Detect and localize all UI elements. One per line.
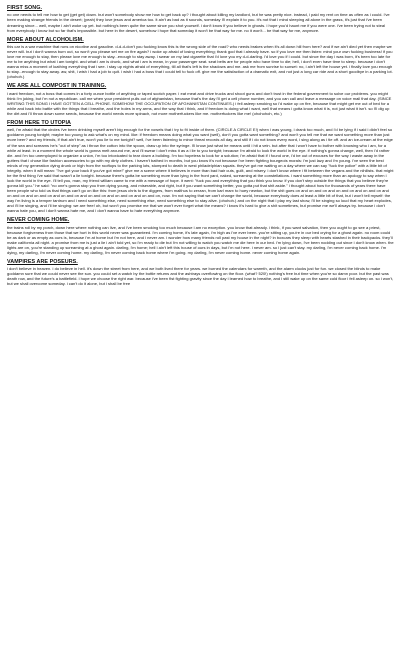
section-from-here-to-utopia [7,120,394,213]
section-compost-in-training [7,83,394,116]
section-more-about-alcoholism [7,37,394,80]
section-body: this car is a war machine that runs on nicotine and gasoline. d-d-d-don't you fucking know this is the wrong side of the road? who needs brakes when it's all down hill from here? and if we ain't died yet then maybe we never will. but i don't wanna burn out, so won't you please set me on fire again? i woke up afraid of losing everything; thank god that i already have. so if you love me then listen: mind your own fucking business! if you love me enough to stay, then please love me enough to stay...enough to stay away. i swear on my last cigarette that i'd love you my d-d-darling. i'd love you if i could. but since the day i was born, it's been too late for me to be anything but what i am tonight. and what i am is drunk, and what i am is mean, in your passenger seat. seat belts are for people who have time to die; hell, i don't even have time to sleep. because i don't wanna miss a moment of loathing everything that i see. i stay up nights afraid of everything, till all that's left is the shadows and me. ask me from sunrise to sunset: no, i ain't left the house yet. i finally love you enough to stay...enough to stay away. aw, shit, i wish i had a job to quit. i wish i had a boss that i could tell to fuck off. give me the satisfaction of a dramatic exit, and not just a long car ride and a short goodbye in a parking lot. (ohohoh.) [7,44,393,80]
section-body: i want freedom, not a boss that comes in a forty ounce bottle of anything or taped scotch paper. i eat meat and drive trucks and shoot guns and don't trust in the federal government to solve our problems. you might think i'm joking, but i'm not a republican. call me when your president pulls out of afghanistan, because that's the day i'll get a cell phone number, and you can call and leave a message on voice mail that day. (SINCE WRITING THIS SONG I HAVE GOTTEN A CELL PHONE. SOMEHOW THE OCCUPATION OF AFGHANISTAN CONTINUES.) i fell asleep smoking so i'd wake up on fire, because that might get me out of bed for a while and back into battle with the things that i breathe, and the holes in my arms, and the way that i think, and if freedom is doing what i want, well that means i gotta know what it is, not just what it isn't. so i'll dig up the dirt and i'll throw down some seeds, because the world needs more spinach, not more motherfuckers like me. motherfuckers like me! (ohohohoh, etc.) [7,90,392,116]
section-body: i don't believe in heaven. i do believe in hell. it's down the street from here, and we both lived there for years. we burned the calendars for warmth, and the alarm clocks just for fun. we closed the blinds to make goddamn sure that we could never see the sun. you could set a watch by the bottle returns and the ashtrays overflowing on the floor. (what? 520!) nothing's free but time when you're so damn poor. but the past was death row, and the future's a battlefield. i hope we choose the right war. because i've been fist fighting gravity since the day i learned how to breathe, and i still wake up on the same cold floor i fell asleep on. so i won't, but we shall overcome someday. i can't do it alone, but i shall be free [7,266,394,287]
section-title: MORE ABOUT ALCOHOLISM. [7,36,84,43]
section-title: WE ARE ALL COMPOST IN TRAINING. [7,83,107,90]
section-first-song [7,5,394,33]
section-body: well, i'm afraid that the circles i've been drinking myself aren't big enough for the vowels that i try to fit inside of them. (CIRCLE A CIRCLE E!) when i was young, i drank too much, and i'd be lying if i said i didn't feel so goddamn young tonight; maybe too young to ask what's on my mind. like: if freedom means doing what you want (well), don't you gotta want something? and won't you tell me that we want something more than just more beer? and my friends, if that ain't true, won't you lie to me tonight? well, i've been listening to minor threat records all day, and still if i do not know every word, i sing along as i tie off. and an ice-cream at the edge of the sea and screams he's "out of step" as i throw the cotton into the spoon, draw up into the syringe. i'll know just what he means until i hit a vein. but after that i won't have to bother with knowing who i am, for a while at least. in a moment the whole world is gonna melt around me, and i'll swear i don't miss it as a i lie to you tonight; because i'm afraid to look the world in the eye. if nothing's gonna change, well, then i'd rather die. and i'm too unemployed to organize a union, i'm too intoxicated to tear down a building. i'm too hopeless to look for a solution; i'm afraid that if i found one, i'd be out of excuses for the way i waste away in the gutters that i chose like fashion accessories to go with my dirty clothes. i haven't bathed in months, but you know it's not because i've been fighting bourgeois morals: i'm just lazy and i'm young. i've seen the best minds of my generation dying drunk or high from the rooftops to the parking lots, stomped to death in west philadelphian squats. they've got me waiting on a day where we can say "fuck the police" with a little bit of integrity. when it will mean: "i've got your back if you've got mine!" give me a scene where it believes in more than bad hair cuts, guilt, and misery. i don't know where i fit between the vegans and the nihilists. that might be the first thing i've said that wasn't a lie tonight. because there's gotta be something more than lying in the front yard, naked, screaming at the constellations. i want something more than an apology to say when i look the world in the eye. i'll tell you, man, my friend william came to me with a message of hope. it went: "fuck you and everything that you think you know. if you don't step outside the things that you believe they're gonna kill you." he said: "no one's gonna stop you from dying young, and miserable, and right, but if you want something better, you gotta put that shit aside." i thought about how for thousands of years there have been people who told us that things can't go on like this: from jesus chris to the diggers, from malthus to zerzan, from karl marx to huey newton, but the shit goes on and on and on and on and on and on and on and on and on and on and on and on and on and on and on and on and on and on and on, now. i'm not saying that we can't change the world, because everybody does at least a little bit of that, but i won't tell myself: the way i'm living is a temper tantrum and i need something else, need something else, need something else to stay alive. (ohohoh.) and on the night that i play my last show, i'll be singing so loud that my heart explodes, and i'll be singing, and i'll be singing: we are free! oh, but won't you promise me that we won't ever forget what the means? i know it's hard to give a shit sometimes, but promise me we'll always try. because i don't wanna hate you, and i don't wanna hate me, and i don't wanna have to hate everything anymore. [7,127,394,214]
section-title: FIRST SONG. [7,5,42,11]
section-never-coming-home [7,217,394,255]
section-body: no one needs to tell me how to get (get get) down. but won't somebody show me how to get back up? i thought about killing my landlord, but he was pretty nice. instead, i paid my rent on time as often as i could. i've been making strange friends in the desert; (yeah) they love jesus and america too. it ain't as bad as it sounds, someday i'll explain it to you. it's not that i mind sleeping all alone in the grass, it's just that i've been dreaming since... well, maybe i ain't woke up yet. but nothing's been quite the same since you shot yourself. i don't know if you believe in ghosts. i hope you'd haunt me if you were one. i've been trying not to steal from everybody i know but so far that's impossible. but here in the desert, somehow i hope that someday it won't be that way for me. no it won't... be that way for me, anymore. [7,12,390,33]
section-title: VAMPIRES ARE POSEURS. [7,258,78,265]
section-body: the trains roll by my porch, down here where nothing can live, and i've been smoking too much because i am no exception. you know that already. i think, if you want salvation, then you ought to go see a priest, because forgiveness from those that we hurt in this world never was guaranteed. i'm coming home, it's late again, i'm high as i've ever been. you're sitting up, you're in our bed crying for a ghost again. no room could be as dark or as empty as ours is, because i'm at home but i'm not here, and i never am. i wonder how many friends roll past my house in the night? in boxcars they sleep with hearts stashed in their backpacks. they'll make california all night. a promise from me is just a lie i ain't told yet, so i'm ready to die but i'm not willing to watch you watch me die here in our bed. i'm lying down, i've been nodding out since i don't know when. the lights are on, you're standing up screaming at a ghost again. darling, i'm home; hell i ain't left this house of ours in days, but i'm not here. i never am. so i just can't stay. my darling, i'm never coming back home. i'm dying, my darling, i'm never coming home. my darling, i'm never coming back home where i'm going. my darling, i'm never coming home. never coming home again. [7,224,394,255]
section-title: FROM HERE TO UTOPIA [7,119,71,126]
section-title: NEVER COMING HOME. [7,217,70,224]
section-vampires-are-poseurs [7,259,394,287]
